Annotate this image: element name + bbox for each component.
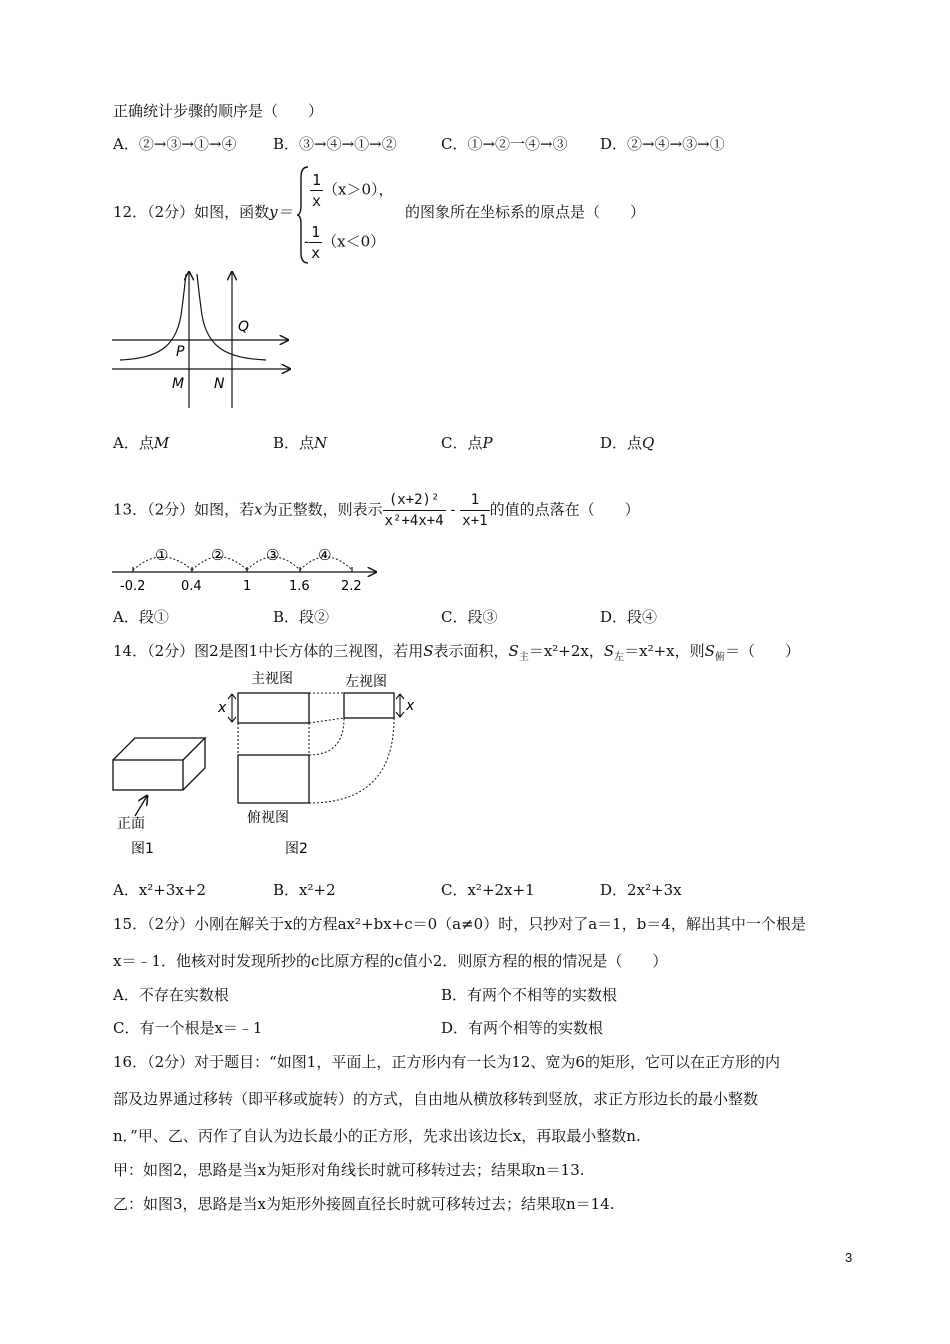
segment-label-2: ② [211,546,225,564]
q13-option-a: A．段① [113,608,169,626]
box-top-face [113,738,205,760]
q15-line1: 15．（2分）小刚在解关于x的方程ax²+bx+c＝0（a≠0）时，只抄对了a＝1，b＝4，解出其中一个根是 [113,915,806,933]
label-x-right: x [406,698,415,714]
q16-line3: n．”甲、乙、丙作了自认为边长最小的正方形，先求出该边长x，再取最小整数n. [113,1127,641,1145]
label-front-view: 主视图 [251,671,293,687]
q12-option-a: A．点M [113,434,170,452]
box-side-face [183,738,205,790]
q12-option-c: C．点P [441,434,493,452]
label-fig2: 图2 [285,841,308,857]
label-n: N [214,376,225,392]
q11-stem: 正确统计步骤的顺序是（ ） [113,102,324,120]
q15-option-b: B．有两个不相等的实数根 [441,986,618,1004]
label-top-view: 俯视图 [247,810,289,826]
q12-option-b: B．点N [273,434,328,452]
label-p: P [176,344,185,360]
q11-option-b: B．③→④→①→② [273,135,397,153]
q16-line1: 16．（2分）对于题目：“如图1，平面上，正方形内有一长为12、宽为6的矩形，它可以在正方形的内 [113,1053,780,1071]
q14-stem: 14．（2分）图2是图1中长方体的三视图，若用S表示面积，$S_主=x^2+2x$，$S_左=x^2+x$，则$S_俯=$（ ） [113,642,800,663]
q11-option-a: A．②→③→①→④ [113,135,237,153]
tick-label: 1.6 [289,579,310,594]
front-arrow [135,796,147,816]
q16-line5: 乙：如图3，思路是当x为矩形外接圆直径长时就可移转过去；结果取n＝14. [113,1195,615,1213]
top-view-rect [238,755,309,803]
label-x-left: x [218,700,227,716]
q15-option-d: D．有两个相等的实数根 [441,1019,604,1037]
q16-line4: 甲：如图2，思路是当x为矩形对角线长时就可移转过去；结果取n＝13. [113,1161,585,1179]
q14-option-d: D．2x²+3x [600,881,682,899]
q12-lead: 12．（2分）如图，函数y＝ [113,203,293,221]
q11-option-d: D．②→④→③→① [600,135,725,153]
q14-option-a: A．x²+3x+2 [113,881,206,899]
label-front: 正面 [117,816,145,832]
tick-label: 2.2 [341,579,362,594]
q13-option-d: D．段④ [600,608,658,626]
box-front-face [113,760,183,790]
q14-figure [105,666,435,861]
q15-line2: x＝﹣1．他核对时发现所抄的c比原方程的c值小2．则原方程的根的情况是（ ） [113,952,668,970]
tick-label: -0.2 [120,579,146,594]
q12-case2: - $\frac{1}{x}$ （x＜0） [304,223,386,262]
q16-line2: 部及边界通过移转（即平移或旋转）的方式，自由地从横放移转到竖放，求正方形边长的最小整数 [113,1090,759,1108]
label-fig1: 图1 [131,841,154,857]
q12-tail: 的图象所在坐标系的原点是（ ） [405,203,646,221]
segment-label-4: ④ [318,546,332,564]
segment-label-3: ③ [266,546,280,564]
q13-stem: 13．（2分）如图，若x为正整数，则表示 $\frac{\text{(x+2)²}}{\text{x²+4x+4}}$ - $\frac{1}{x+1}$ 的值的点落在（ ） [113,492,640,529]
tick-label: 0.4 [181,579,202,594]
q13-number-line [108,540,383,595]
q12-case1: $\frac{1}{x}$ （x＞0）， [312,171,394,210]
label-left-view: 左视图 [345,674,387,690]
q13-option-b: B．段② [273,608,330,626]
q15-option-a: A．不存在实数根 [113,986,229,1004]
q14-option-c: C．x²+2x+1 [441,881,535,899]
q15-option-c: C．有一个根是x＝﹣1 [113,1019,263,1037]
segment-label-1: ① [155,546,169,564]
q11-option-c: C．①→②一④→③ [441,135,568,153]
q12-graph [108,268,298,413]
q13-option-c: C．段③ [441,608,498,626]
q12-option-d: D．点Q [600,434,655,452]
label-m: M [172,376,185,392]
q14-option-b: B．x²+2 [273,881,336,899]
left-view-rect [344,693,394,718]
tick-label: 1 [243,579,252,594]
front-view-rect [238,693,309,723]
page-number: 3 [845,1250,853,1265]
label-q: Q [238,319,250,335]
